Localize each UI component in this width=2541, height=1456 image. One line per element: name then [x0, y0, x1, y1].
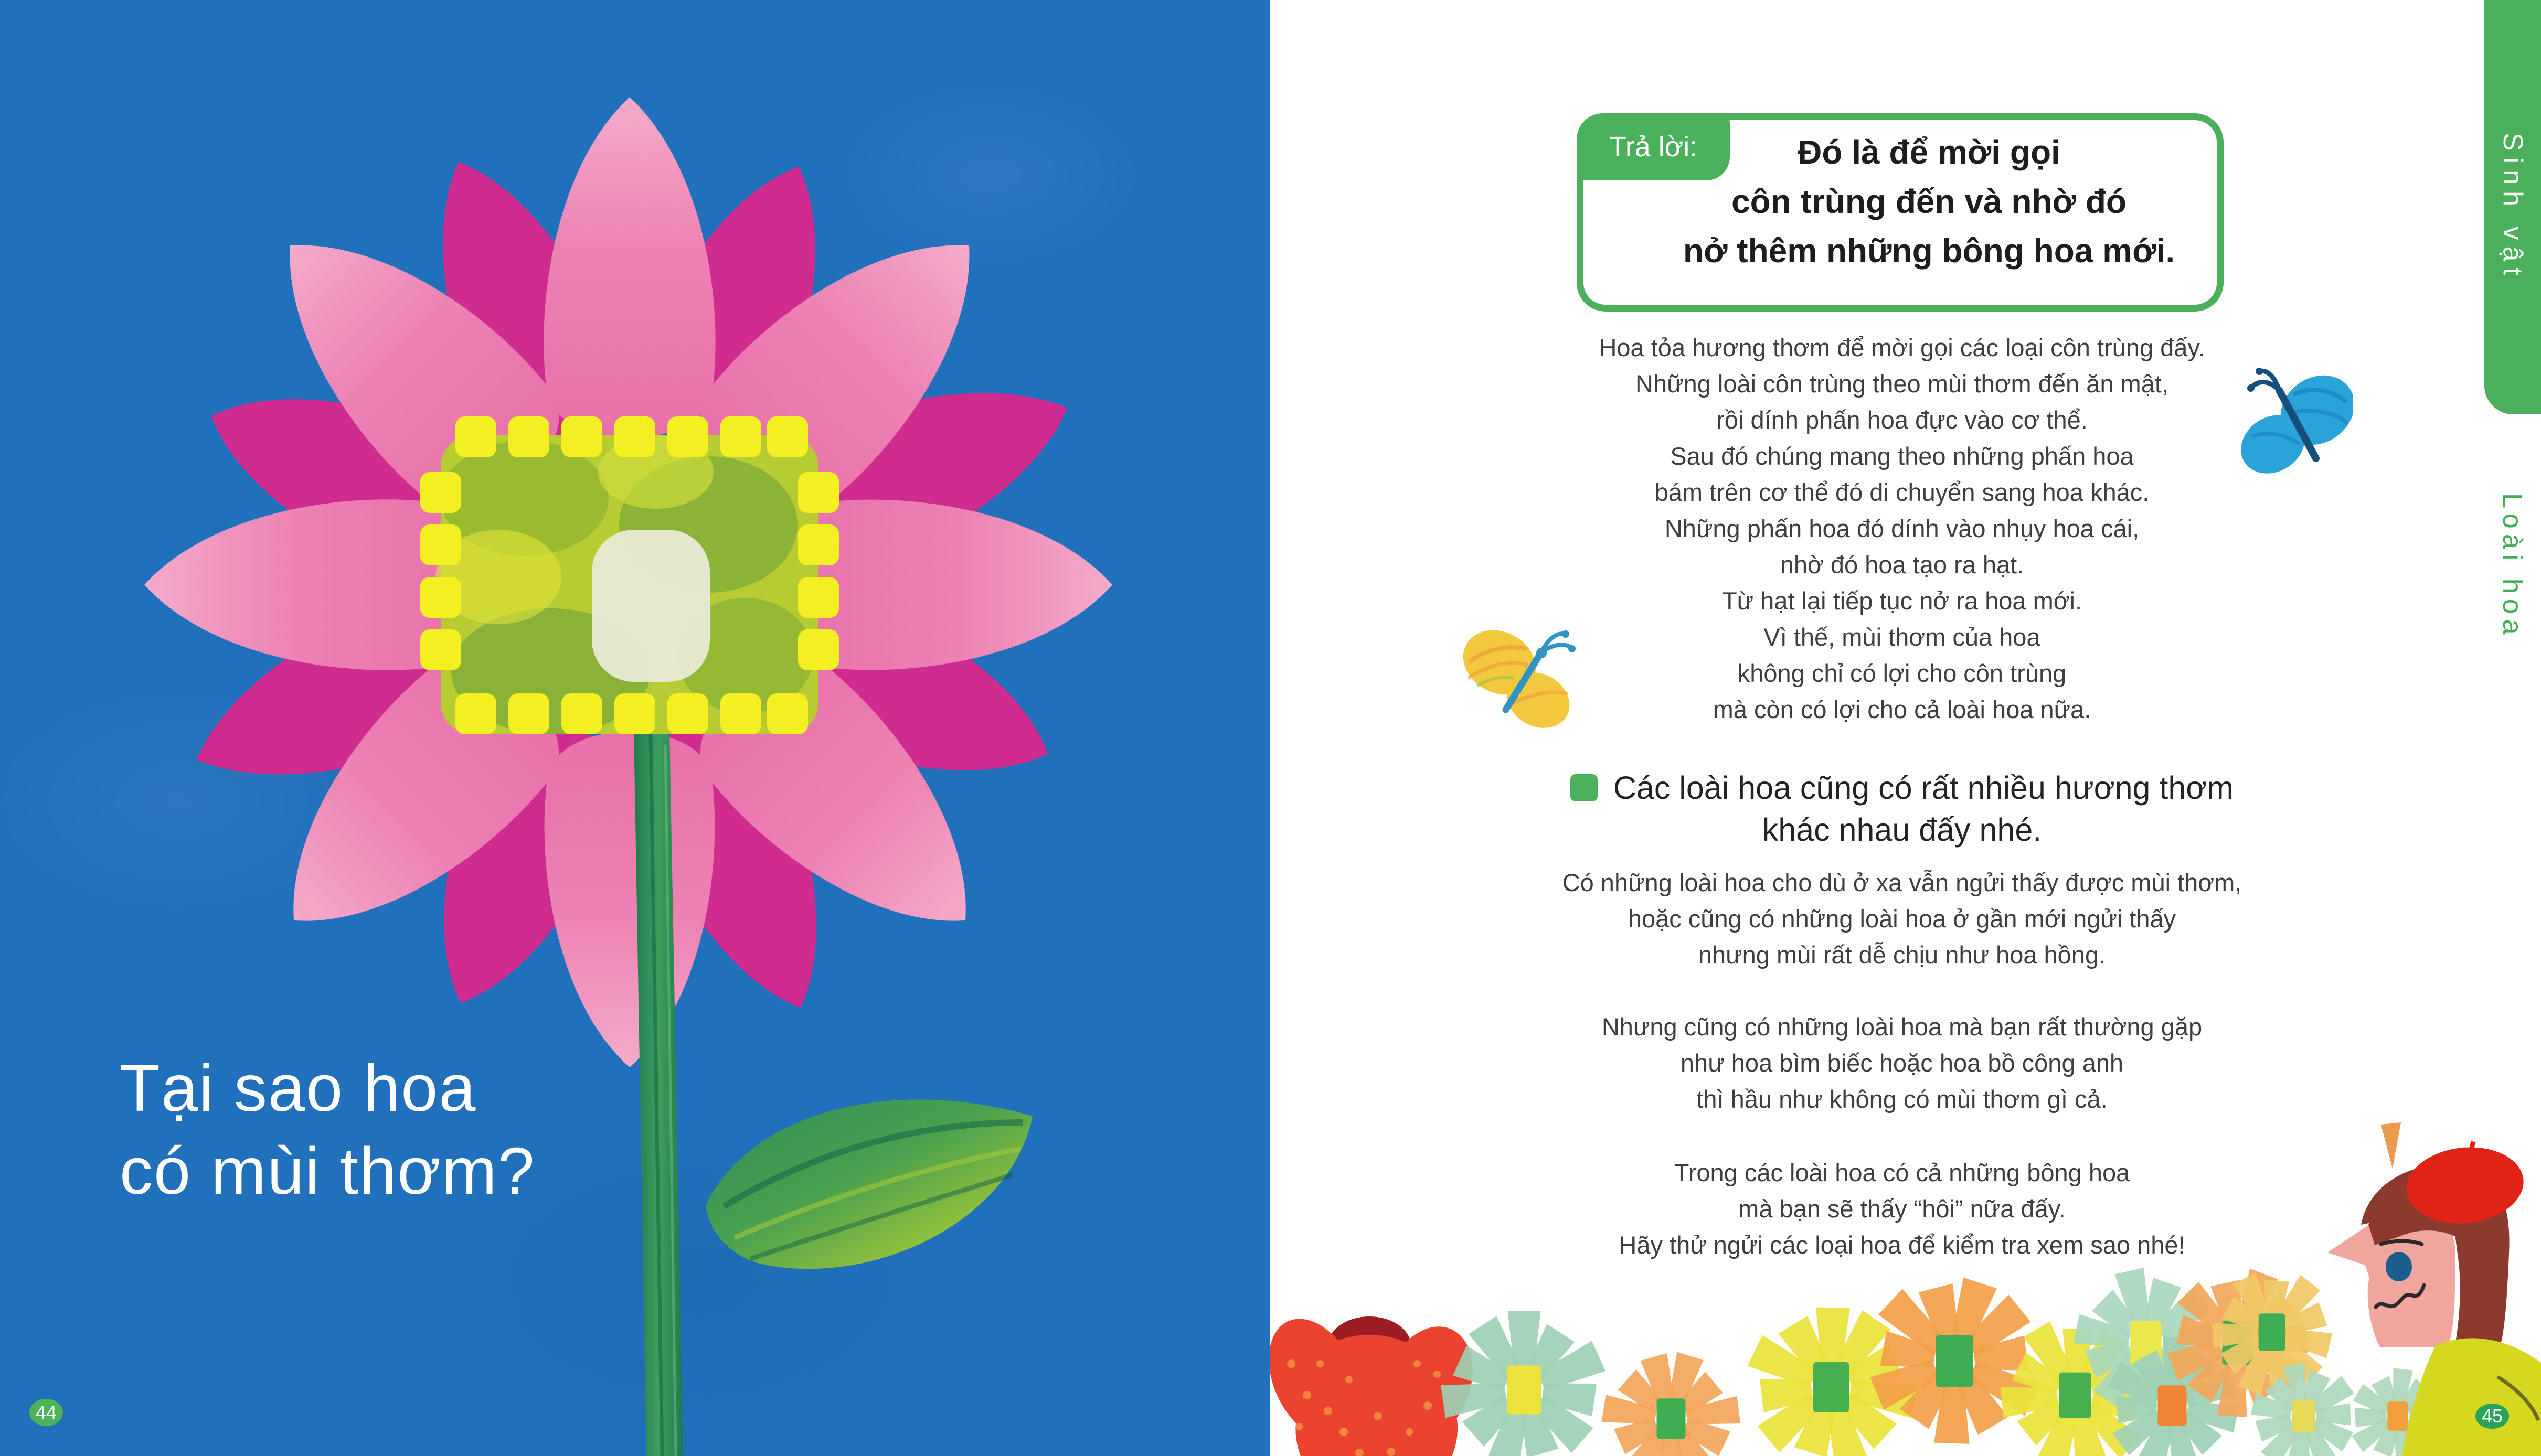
- pink-flower-illustration: [0, 0, 1270, 1456]
- left-page: [0, 0, 1270, 1456]
- boy-character-illustration: [2324, 1112, 2541, 1456]
- sidebar-topic: [2492, 454, 2533, 679]
- answer-box: [1577, 113, 2224, 312]
- paragraph-scent-range: [1522, 864, 2282, 973]
- body-line: Những loài côn trùng theo mùi thơm đến ăn mật,: [1635, 370, 2168, 398]
- body-line: nhờ đó hoa tạo ra hạt.: [1780, 551, 2024, 579]
- body-line: Từ hạt lại tiếp tục nở ra hoa mới.: [1721, 587, 2082, 615]
- green-square-bullet-icon: [1570, 774, 1598, 801]
- body-line: rồi dính phấn hoa đực vào cơ thể.: [1716, 406, 2088, 434]
- exclamation-triangle-icon: [2381, 1122, 2401, 1169]
- flower-center: [420, 416, 839, 734]
- body-line: thì hầu như không có mùi thơm gì cả.: [1696, 1085, 2108, 1113]
- flower-leaf: [706, 1099, 1033, 1269]
- page-title: [120, 1047, 536, 1213]
- body-line: Hoa tỏa hương thơm để mời gọi các loại côn trùng đấy.: [1599, 334, 2205, 361]
- heading-line-1: Các loài hoa cũng có rất nhiều hương thơm: [1613, 770, 2234, 806]
- pinwheel-flowers: [1441, 1268, 2448, 1456]
- body-line: bám trên cơ thể đó di chuyển sang hoa khác.: [1654, 478, 2150, 506]
- heading-line-2: khác nhau đấy nhé.: [1762, 812, 2042, 848]
- body-line: Những phấn hoa đó dính vào nhụy hoa cái,: [1664, 515, 2140, 542]
- answer-line: nở thêm những bông hoa mới.: [1683, 232, 2175, 270]
- body-line: mà bạn sẽ thấy “hôi” nữa đấy.: [1738, 1195, 2066, 1223]
- page-number-right: [2475, 1404, 2509, 1429]
- body-line: Sau đó chúng mang theo những phấn hoa: [1670, 442, 2134, 470]
- body-line: Vì thế, mùi thơm của hoa: [1763, 623, 2040, 651]
- answer-line: côn trùng đến và nhờ đó: [1731, 183, 2127, 220]
- answer-label: Trả lời:: [1609, 131, 1698, 163]
- body-line: không chỉ có lợi cho côn trùng: [1737, 659, 2067, 687]
- body-line: như hoa bìm biếc hoặc hoa bồ công anh: [1680, 1049, 2124, 1077]
- page-number-45: 45: [2481, 1405, 2503, 1427]
- sidebar-category-label: Sinh vật: [2497, 133, 2528, 282]
- page-number-left: [29, 1399, 63, 1426]
- paragraph-explanation: [1522, 329, 2282, 727]
- sidebar-category-tab: [2484, 0, 2541, 414]
- body-line: mà còn có lợi cho cả loài hoa nữa.: [1713, 695, 2091, 723]
- pinwheel-flower: [1870, 1278, 2040, 1444]
- body-line: Trong các loài hoa có cả những bông hoa: [1674, 1159, 2130, 1186]
- title-line-2: có mùi thơm?: [120, 1134, 536, 1208]
- page-number-44: 44: [35, 1401, 57, 1423]
- title-line-1: Tại sao hoa: [120, 1051, 477, 1125]
- paragraph-smelly-flowers: [1522, 1154, 2282, 1263]
- flower-center-stigma: [592, 530, 710, 682]
- paragraph-no-scent: [1522, 1009, 2282, 1117]
- red-flower: [1270, 1304, 1489, 1456]
- body-line: Hãy thử ngửi các loại hoa để kiểm tra xem sao nhé!: [1619, 1231, 2185, 1259]
- answer-text: [1641, 127, 2217, 275]
- body-line: Nhưng cũng có những loài hoa mà bạn rất thường gặp: [1601, 1013, 2203, 1041]
- character-shoulder: [2402, 1338, 2541, 1456]
- body-line: hoặc cũng có những loài hoa ở gần mới ngửi thấy: [1628, 905, 2176, 933]
- answer-line: Đó là để mời gọi: [1798, 133, 2060, 171]
- sidebar-topic-label: Loài hoa: [2497, 493, 2527, 640]
- body-line: nhưng mùi rất dễ chịu như hoa hồng.: [1698, 941, 2106, 969]
- section-heading: [1522, 767, 2282, 851]
- body-line: Có những loài hoa cho dù ở xa vẫn ngửi thấy được mùi thơm,: [1562, 869, 2242, 896]
- pinwheel-flower: [1602, 1352, 1741, 1456]
- character-eye: [2386, 1252, 2412, 1281]
